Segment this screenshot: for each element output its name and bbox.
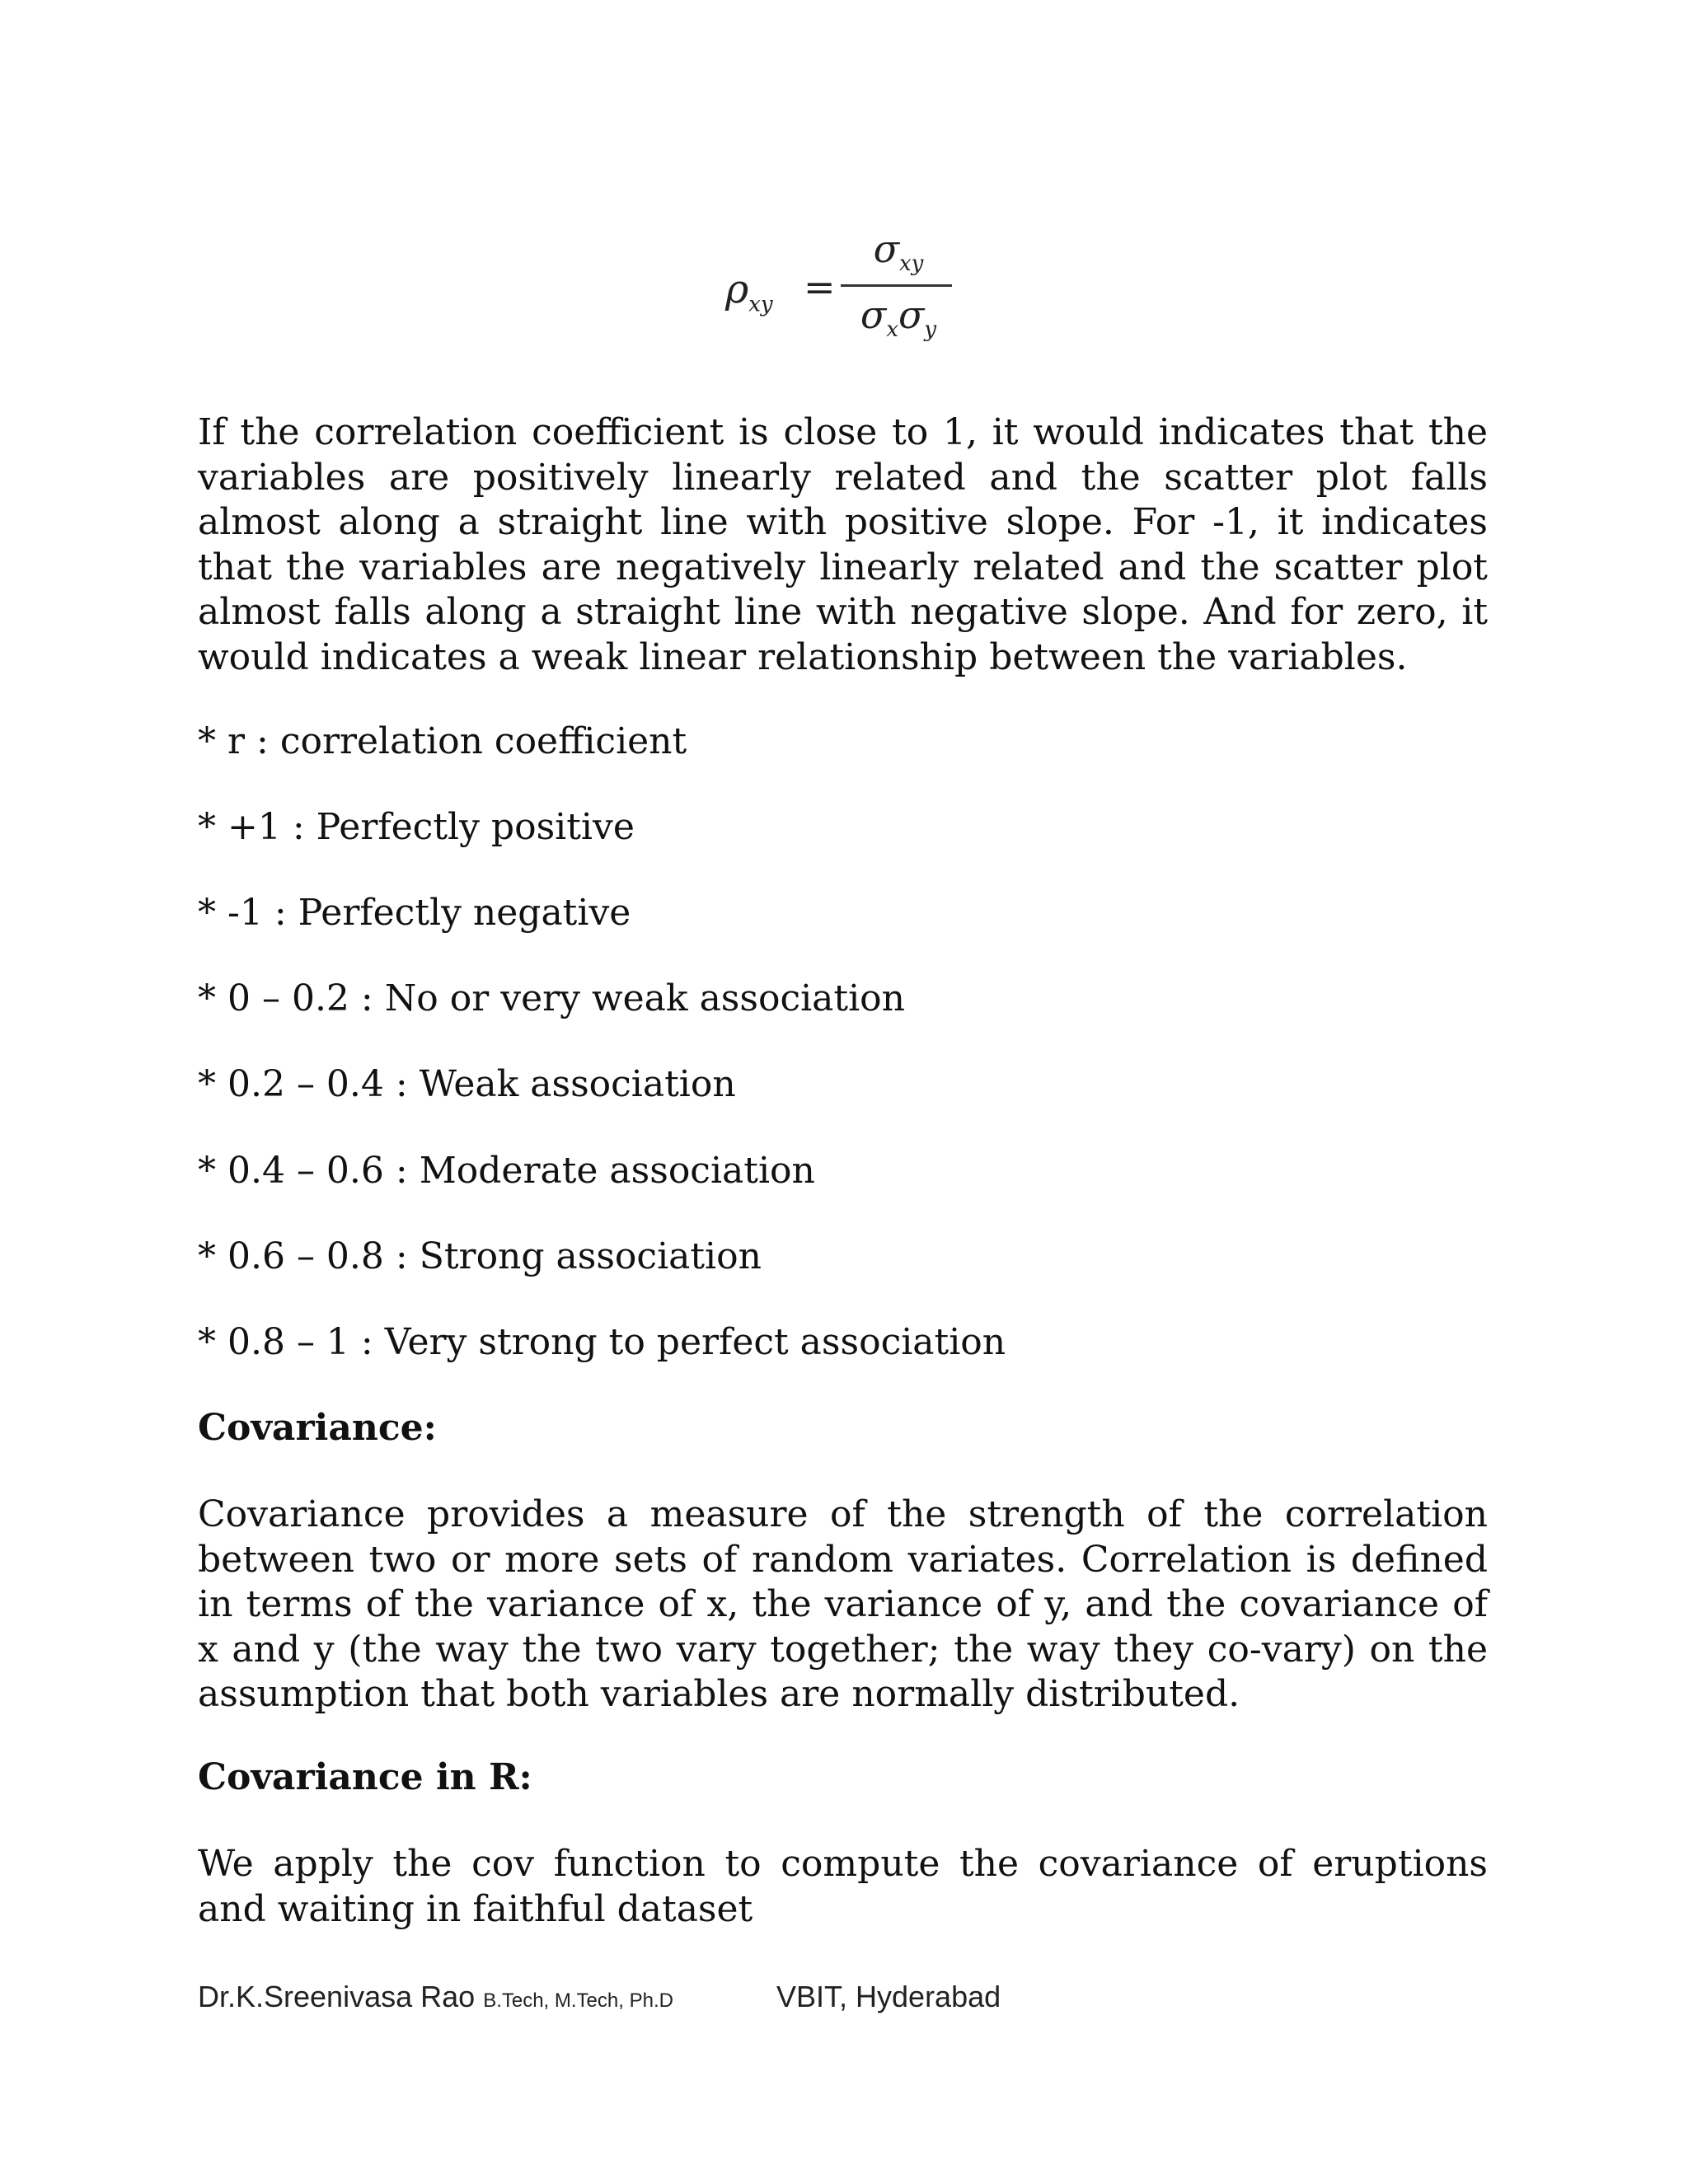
- covariance-in-r-heading: Covariance in R:: [198, 1756, 532, 1798]
- list-item: * -1 : Perfectly negative: [198, 892, 631, 934]
- formula-denominator: [841, 293, 956, 342]
- sigma-y-symbol: σ: [898, 293, 925, 337]
- list-item: * 0 – 0.2 : No or very weak association: [198, 977, 905, 1019]
- list-item: * 0.6 – 0.8 : Strong association: [198, 1235, 762, 1277]
- formula-equals: =: [804, 265, 836, 309]
- footer-author: [198, 1980, 673, 2014]
- sigma-symbol: σ: [873, 227, 900, 271]
- author-qualifications: B.Tech, M.Tech, Ph.D: [483, 1990, 673, 2012]
- list-item: * +1 : Perfectly positive: [198, 806, 635, 848]
- covariance-paragraph: Covariance provides a measure of the strength of the correlation between two or more sets of random variates. Correlation is defined in terms of the variance of x, the variance of y, and the covariance of x and y (the way the two vary together; the way they co-vary) on the assumption that both variables are normally distributed.: [198, 1493, 1488, 1715]
- rho-symbol: ρ: [725, 266, 749, 312]
- covariance-in-r-paragraph: We apply the cov function to compute the covariance of eruptions and waiting in faithful dataset: [198, 1843, 1488, 1930]
- author-name: Dr.K.Sreenivasa Rao: [198, 1980, 476, 2013]
- list-item: * 0.4 – 0.6 : Moderate association: [198, 1150, 815, 1192]
- rho-subscript: xy: [748, 292, 773, 317]
- sigma-x-subscript: x: [886, 317, 898, 343]
- covariance-heading: Covariance:: [198, 1407, 437, 1449]
- sigma-subscript: xy: [899, 251, 924, 277]
- footer-institution: VBIT, Hyderabad: [776, 1980, 1001, 2013]
- sigma-y-subscript: y: [924, 317, 937, 343]
- correlation-explanation-paragraph: If the correlation coefficient is close to 1, it would indicates that the variables are positively linearly related and the scatter plot falls almost along a straight line with positive slope. For -1, it indicates that the variables are negatively linearly related and the scatter plot almost falls along a straight line with negative slope. And for zero, it would indicates a weak linear relationship between the variables.: [198, 411, 1488, 678]
- fraction-bar: [841, 284, 952, 287]
- list-item: * 0.2 – 0.4 : Weak association: [198, 1063, 736, 1105]
- sigma-x-symbol: σ: [860, 293, 887, 337]
- list-item: * r : correlation coefficient: [198, 720, 687, 762]
- list-item: * 0.8 – 1 : Very strong to perfect association: [198, 1321, 1006, 1363]
- correlation-formula: [725, 227, 940, 350]
- formula-lhs: [725, 266, 773, 317]
- formula-numerator: [849, 227, 948, 276]
